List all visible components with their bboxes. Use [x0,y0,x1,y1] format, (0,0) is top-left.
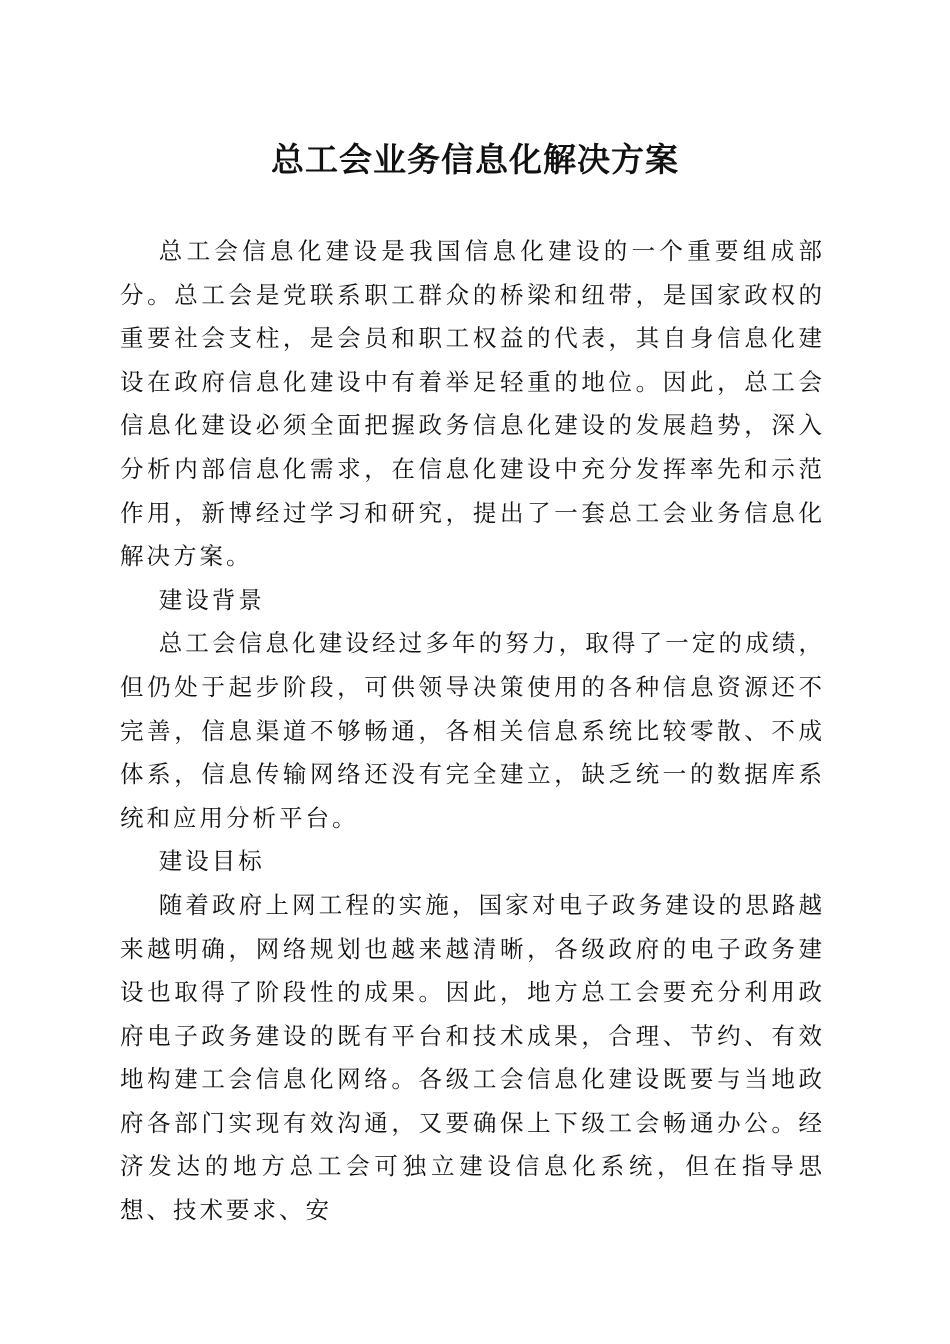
section-paragraph-goals: 随着政府上网工程的实施，国家对电子政务建设的思路越来越明确，网络规划也越来越清晰，各级政府的电子政务建设也取得了阶段性的成果。因此，地方总工会要充分利用政府电子政务建设的既有平台和技术成果，合理、节约、有效地构建工会信息化网络。各级工会信息化建设既要与当地政府各部门实现有效沟通，又要确保上下级工会畅通办公。经济发达的地方总工会可独立建设信息化系统，但在指导思想、技术要求、安 [120,890,825,1225]
section-paragraph-background: 总工会信息化建设经过多年的努力，取得了一定的成绩，但仍处于起步阶段，可供领导决策使用的各种信息资源还不完善，信息渠道不够畅通，各相关信息系统比较零散、不成体系，信息传输网络还没有完全建立，缺乏统一的数据库系统和应用分析平台。 [120,629,825,832]
document-title: 总工会业务信息化解决方案 [271,140,679,179]
section-heading-goals: 建设目标 [158,847,265,876]
intro-paragraph: 总工会信息化建设是我国信息化建设的一个重要组成部分。总工会是党联系职工群众的桥梁和纽带，是国家政权的重要社会支柱，是会员和职工权益的代表，其自身信息化建设在政府信息化建设中有着举足轻重的地位。因此，总工会信息化建设必须全面把握政务信息化建设的发展趋势，深入分析内部信息化需求，在信息化建设中充分发挥率先和示范作用，新博经过学习和研究，提出了一套总工会业务信息化解决方案。 [120,237,825,571]
document-body [120,230,825,1233]
section-heading-background: 建设背景 [158,585,265,614]
